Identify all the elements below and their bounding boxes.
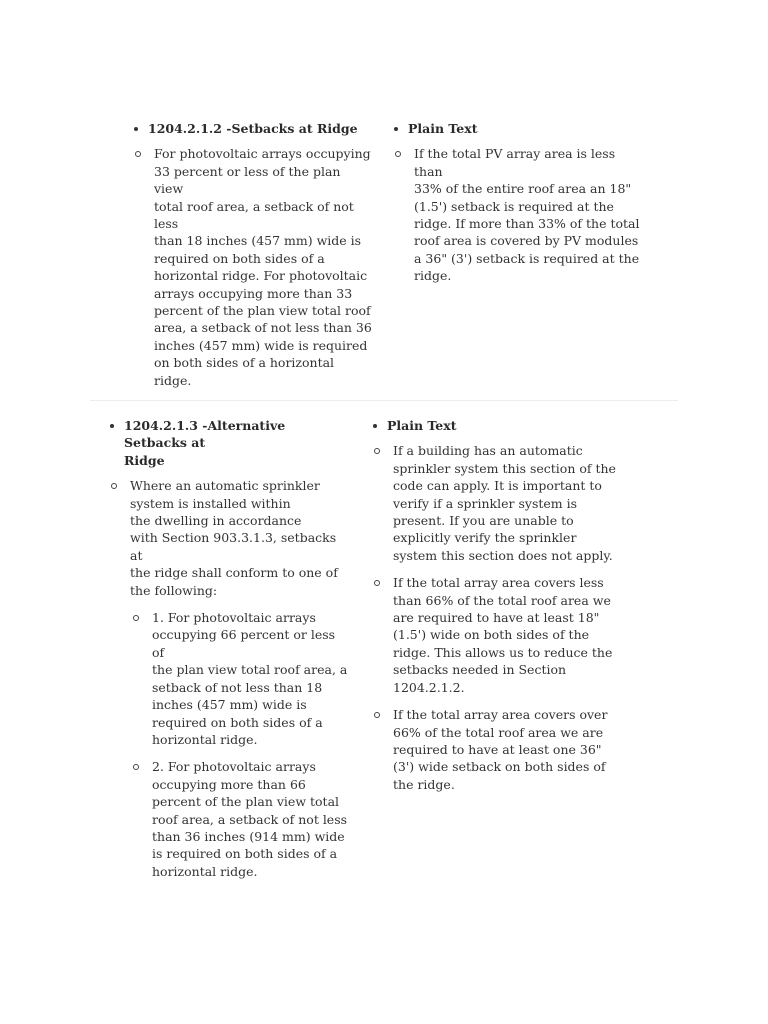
section1-left-item: For photovoltaic arrays occupying 33 percent or less of the plan view total roof area, a setback of not less than 18 inches (457 mm) wide is required on both sides of a horizontal ridge. For photovoltaic arrays occupying more than 33 percent of the plan view total roof area, a setback of not less than 36 inches (457 mm) wide is required on both sides of a horizontal ridge. [132,145,372,389]
section2-left-list [108,477,348,880]
section2-left-column [108,417,348,890]
section2-left-heading: 1204.2.1.3 -Alternative Setbacks at Ridge [108,417,348,469]
section2-left-sublist [130,609,348,880]
section1-left-list [132,145,372,389]
section2-right-column [371,417,621,803]
section2-right-item-1: If a building has an automatic sprinkler system this section of the code can apply. It is important to verify if a sprinkler system is present. If you are unable to explicitly verify the sprinkler system this section does not apply. [371,442,621,564]
section1-left-heading: 1204.2.1.2 -Setbacks at Ridge [132,120,372,137]
section1-right-item: If the total PV array area is less than 33% of the entire roof area an 18" (1.5') setback is required at the ridge. If more than 33% of the total roof area is covered by PV modules a 36" (3') setback is required at the ridge. [392,145,642,284]
section2-left-subitem-2: 2. For photovoltaic arrays occupying more than 66 percent of the plan view total roof area, a setback of not less than 36 inches (914 mm) wide is required on both sides of a horizontal ridge. [130,758,348,880]
section2-left-subitem-1: 1. For photovoltaic arrays occupying 66 percent or less of the plan view total roof area, a setback of not less than 18 inches (457 mm) wide is required on both sides of a horizontal ridge. [130,609,348,748]
section2-right-list [371,442,621,793]
section2-left-intro: Where an automatic sprinkler system is installed within the dwelling in accordance with Section 903.3.1.3, setbacks at the ridge shall conform to one of the following: [108,477,348,599]
section1-right-heading: Plain Text [392,120,642,137]
section2-right-item-3: If the total array area covers over 66% of the total roof area we are required to have at least one 36" (3') wide setback on both sides of the ridge. [371,706,621,793]
section-divider [90,400,678,401]
section2-right-heading: Plain Text [371,417,621,434]
section1-right-list [392,145,642,284]
section1-left-column [132,120,372,399]
section1-right-column [392,120,642,295]
section2-right-item-2: If the total array area covers less than 66% of the total roof area we are required to have at least 18" (1.5') wide on both sides of the ridge. This allows us to reduce the setbacks needed in Section 1204.2.1.2. [371,574,621,696]
